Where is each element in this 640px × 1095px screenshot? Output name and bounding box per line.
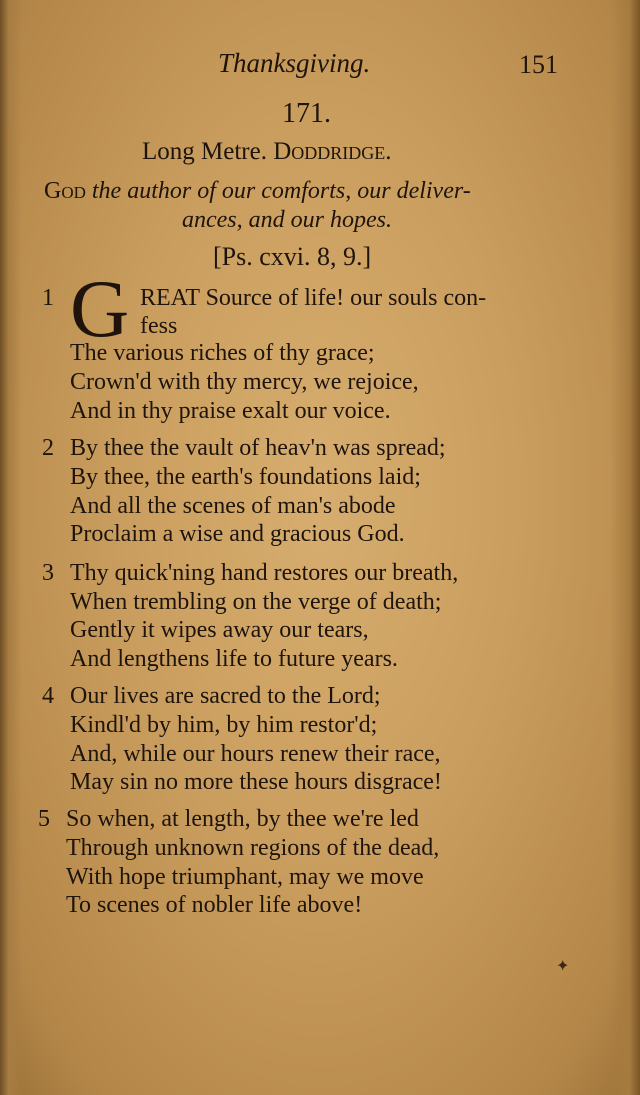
verse-line: And lengthens life to future years.	[70, 646, 398, 672]
running-title: Thanksgiving.	[218, 48, 371, 78]
page-number: 151	[519, 50, 558, 79]
page-right-edge	[610, 0, 640, 1095]
ink-mark-icon: ✦	[556, 958, 570, 975]
verse-number: 2	[42, 435, 54, 461]
meter: Long Metre.	[142, 138, 267, 165]
subtitle-rest: the author of our comforts, our deliver-	[91, 178, 471, 204]
verse-line: With hope triumphant, may we move	[66, 864, 424, 890]
verse-line-text: Proclaim a wise and gracious God.	[70, 521, 405, 547]
verse-line: Crown'd with thy mercy, we rejoice,	[70, 369, 419, 395]
verse-line: Gently it wipes away our tears,	[70, 617, 369, 643]
verse-line: By thee, the earth's foundations laid;	[70, 464, 421, 490]
hymn-number: 171.	[282, 98, 331, 129]
verse-line: Kindl'd by him, by him restor'd;	[70, 712, 378, 738]
verse-line: To scenes of nobler life above!	[66, 892, 363, 918]
page-left-edge	[0, 0, 22, 1095]
verse-line: By thee the vault of heav'n was spread;	[70, 435, 446, 461]
verse-line: REAT Source of life! our souls con-	[140, 285, 487, 311]
verse-line: So when, at length, by thee we're led	[66, 806, 419, 832]
meter-line	[142, 138, 392, 166]
verse-number: 1	[42, 285, 54, 311]
subtitle-line-2: ances, and our hopes.	[182, 207, 392, 233]
scripture-reference: [Ps. cxvi. 8, 9.]	[213, 242, 372, 271]
verse-line: Our lives are sacred to the Lord;	[70, 683, 381, 709]
verse-line: May sin no more these hours disgrace!	[70, 769, 442, 795]
verse-line: The various riches of thy grace;	[70, 340, 375, 366]
verse-number: 4	[42, 683, 54, 709]
verse-number: 3	[42, 560, 54, 586]
verse-number: 5	[38, 806, 50, 832]
verse-line: And, while our hours renew their race,	[70, 741, 441, 767]
verse-line: Through unknown regions of the dead,	[66, 835, 440, 861]
drop-cap: G	[70, 263, 130, 354]
author: Doddridge.	[273, 138, 392, 165]
verse-line: When trembling on the verge of death;	[70, 589, 442, 615]
verse-line: fess	[140, 313, 178, 339]
subtitle-line-1	[44, 178, 471, 205]
subtitle-god: God	[44, 178, 86, 204]
verse-line	[70, 521, 405, 548]
verse-line: Thy quick'ning hand restores our breath,	[70, 560, 459, 586]
verse-line: And all the scenes of man's abode	[70, 493, 396, 519]
verse-line: And in thy praise exalt our voice.	[70, 398, 391, 424]
